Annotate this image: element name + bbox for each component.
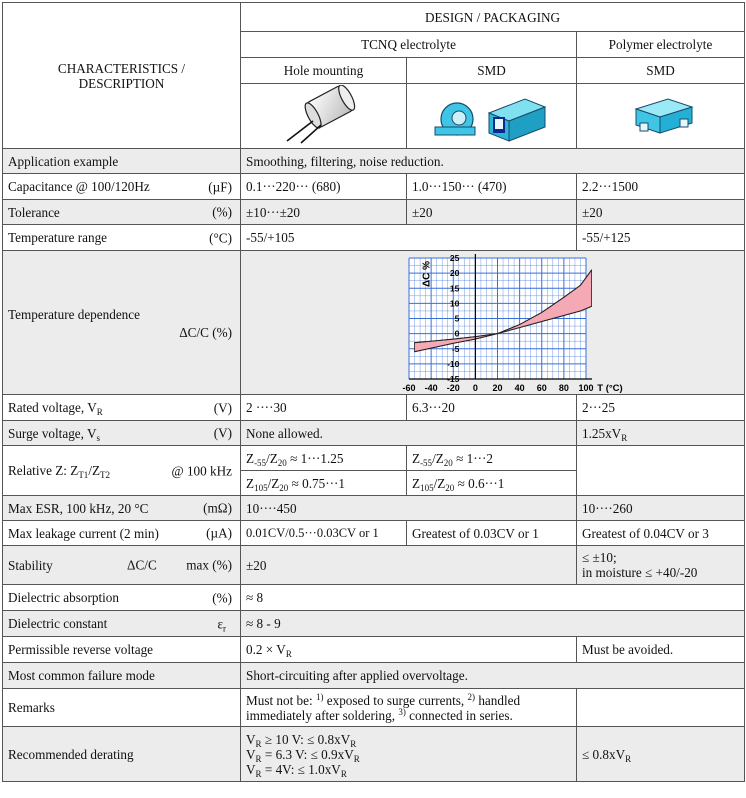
chart-y-tick-label: -5: [451, 343, 460, 354]
surge-voltage-polymer-text: 1.25xV: [582, 425, 622, 441]
chart-x-tick-label: 0: [472, 382, 478, 393]
max-esr-label-cell: [3, 496, 241, 521]
radial-capacitor-image: [279, 85, 369, 145]
remarks-polymer: [577, 689, 745, 727]
temp-dependence-chart: [241, 252, 743, 394]
rz-s1-val: ≈ 1···2: [452, 450, 493, 466]
relative-z-label: [8, 463, 110, 478]
stability-polymer-line1: ≤ ±10;: [582, 550, 617, 565]
derating-line-3: [246, 762, 571, 777]
rz-s2-s2: 20: [445, 482, 455, 493]
rated-voltage-label: [8, 400, 103, 415]
dr-l2-b: = 6.3 V: ≤ 0.9xV: [261, 746, 354, 762]
tolerance-polymer: ±20: [577, 200, 745, 225]
max-esr-tcnq: 10····450: [241, 496, 577, 521]
dr-l2-a: V: [246, 746, 256, 762]
chart-x-tick-label: 20: [492, 382, 503, 393]
surge-voltage-polymer-sub: R: [621, 432, 628, 443]
rz-h1-s1: -55: [254, 457, 267, 468]
temp-dependence-label: Temperature dependence: [8, 307, 140, 322]
chart-x-tick-label: 100: [578, 382, 594, 393]
dr-l1-b: ≥ 10 V: ≤ 0.8xV: [261, 731, 351, 747]
rz-h2-val: ≈ 0.75···1: [288, 475, 345, 491]
remarks-t4: connected in series.: [405, 707, 513, 723]
leakage-unit: (µA): [206, 525, 232, 541]
characteristics-header: CHARACTERISTICS / DESCRIPTION: [57, 60, 186, 91]
stability-polymer: [577, 546, 745, 585]
dielectric-constant-unit-text: ε: [217, 616, 223, 631]
capacitance-polymer: 2.2···1500: [577, 174, 745, 200]
temp-dependence-unit: ΔC/C (%): [179, 325, 232, 340]
leakage-smd: Greatest of 0.03CV or 1: [407, 521, 577, 546]
tolerance-label: Tolerance: [8, 204, 60, 220]
capacitance-smd: 1.0···150··· (470): [407, 174, 577, 200]
smd-polymer-header: SMD: [577, 58, 745, 84]
relative-z-label-text: Relative Z: Z: [8, 463, 79, 478]
temp-dependence-chart-cell: [241, 251, 745, 395]
capacitance-unit: (µF): [208, 179, 232, 194]
remarks-s2: 2): [467, 691, 476, 702]
rz-h1-val: ≈ 1···1.25: [286, 450, 344, 466]
dielectric-constant-unit: [217, 616, 226, 631]
rated-voltage-unit: (V): [213, 400, 232, 415]
temp-range-polymer: -55/+125: [577, 225, 745, 251]
dr-l2-s2: R: [353, 753, 360, 764]
relative-z-hole-1: [241, 446, 407, 471]
rz-s1-z: Z: [412, 450, 421, 466]
chart-y-tick-label: 25: [449, 252, 460, 263]
temp-dependence-label-cell: [3, 251, 241, 395]
smd-tcnq-capacitor-image: [427, 85, 557, 145]
leakage-polymer: Greatest of 0.04CV or 3: [577, 521, 745, 546]
relative-z-smd-2: [407, 471, 577, 496]
temp-range-tcnq: -55/+105: [241, 225, 577, 251]
surge-voltage-label-text: Surge voltage, V: [8, 425, 97, 441]
dr-l3-s: R: [255, 768, 262, 779]
relative-z-mid: /Z: [88, 463, 101, 478]
remarks-s3: 3): [398, 706, 406, 717]
derating-polymer-sub: R: [625, 753, 632, 764]
relative-z-polymer: [577, 446, 745, 496]
capacitance-label-cell: [3, 174, 241, 200]
stability-polymer-line2: in moisture ≤ +40/-20: [582, 565, 698, 580]
temp-range-label-cell: [3, 225, 241, 251]
dielectric-absorption-value: ≈ 8: [241, 585, 745, 611]
smd-tcnq-image-cell: [407, 84, 577, 149]
rz-s2-val: ≈ 0.6···1: [454, 475, 505, 491]
dielectric-absorption-label-cell: [3, 585, 241, 611]
reverse-voltage-tcnq-sub: R: [285, 649, 292, 659]
rated-voltage-label-cell: [3, 395, 241, 421]
dielectric-constant-label: Dielectric constant: [8, 616, 108, 631]
rz-s1-s2: 20: [443, 457, 453, 468]
tolerance-hole: ±10···±20: [241, 200, 407, 225]
application-value: Smoothing, filtering, noise reduction.: [241, 149, 745, 174]
surge-voltage-tcnq: None allowed.: [241, 421, 577, 446]
leakage-label: Max leakage current (2 min): [8, 525, 159, 541]
chart-x-tick-label: 60: [536, 382, 547, 393]
reverse-voltage-tcnq-text: 0.2 × V: [246, 642, 286, 657]
chart-x-tick-label: -20: [446, 382, 460, 393]
relative-z-hole-2: [241, 471, 407, 496]
chart-y-tick-label: 0: [454, 328, 460, 339]
max-esr-polymer: 10····260: [577, 496, 745, 521]
chart-x-tick-label: 80: [558, 382, 569, 393]
capacitance-hole: 0.1···220··· (680): [241, 174, 407, 200]
rz-s2-z: Z: [412, 475, 421, 491]
chart-y-tick-label: 20: [449, 267, 460, 278]
stability-label-cell: [3, 546, 241, 585]
remarks-s1: 1): [315, 691, 324, 702]
characteristics-header-cell: [3, 3, 241, 149]
tolerance-smd: ±20: [407, 200, 577, 225]
failure-mode-label: Most common failure mode: [3, 663, 241, 689]
rz-h2-mid: /Z: [267, 475, 280, 491]
dr-l2-s: R: [255, 753, 262, 764]
dr-l3-a: V: [246, 761, 256, 777]
relative-z-unit: @ 100 kHz: [171, 463, 232, 478]
smd-polymer-image-cell: [577, 84, 745, 149]
derating-line-2: [246, 747, 571, 762]
rated-voltage-smd: 6.3···20: [407, 395, 577, 421]
surge-voltage-unit: (V): [213, 425, 232, 441]
chart-y-tick-label: 10: [449, 297, 460, 308]
capacitor-comparison-table: [2, 2, 745, 782]
dielectric-absorption-label: Dielectric absorption: [8, 590, 119, 605]
derating-polymer-text: ≤ 0.8xV: [582, 746, 626, 762]
rz-h2-s1: 105: [254, 482, 268, 493]
remarks-label: Remarks: [3, 689, 241, 727]
failure-mode-value: Short-circuiting after applied overvoltage.: [241, 663, 745, 689]
chart-y-tick-label: -10: [447, 358, 460, 369]
relative-z-smd-1: [407, 446, 577, 471]
dielectric-constant-value: ≈ 8 - 9: [241, 611, 745, 637]
chart-x-tick-label: -60: [402, 382, 416, 393]
rated-voltage-label-sub: R: [96, 407, 103, 417]
max-esr-unit: (mΩ): [203, 500, 232, 516]
surge-voltage-label: [8, 426, 100, 441]
temp-range-unit: (°C): [209, 230, 232, 245]
relative-z-sub1: T1: [78, 470, 89, 480]
chart-x-tick-label: 40: [514, 382, 525, 393]
chart-y-axis-label: ΔC %: [421, 260, 433, 287]
chart-y-tick-label: -15: [447, 373, 460, 384]
temp-range-label: Temperature range: [8, 230, 108, 245]
dielectric-constant-unit-sub: r: [223, 623, 226, 633]
leakage-hole: 0.01CV/0.5···0.03CV or 1: [241, 521, 407, 546]
surge-voltage-label-cell: [3, 421, 241, 446]
rz-h1-z: Z: [246, 450, 255, 466]
remarks-value: [241, 689, 577, 727]
relative-z-label-cell: [3, 446, 241, 496]
stability-unit: max (%): [186, 557, 232, 573]
rz-s1-s1: -55: [420, 457, 433, 468]
surge-voltage-polymer: [577, 421, 745, 446]
chart-y-tick-label: 5: [454, 313, 460, 323]
dr-l1-a: V: [246, 731, 256, 747]
polymer-header: Polymer electrolyte: [577, 32, 745, 58]
rated-voltage-hole: 2 ····30: [241, 395, 407, 421]
hole-mounting-image-cell: [241, 84, 407, 149]
dielectric-absorption-unit: (%): [212, 590, 232, 605]
derating-line-1: [246, 732, 571, 747]
remarks-t2: exposed to surge currents,: [323, 692, 468, 708]
rated-voltage-polymer: 2···25: [577, 395, 745, 421]
derating-polymer: [577, 727, 745, 782]
reverse-voltage-polymer: Must be avoided.: [577, 637, 745, 663]
surge-voltage-label-sub: s: [96, 432, 101, 443]
stability-label: Stability: [8, 557, 53, 573]
dr-l3-s2: R: [340, 768, 347, 779]
rz-h2-z: Z: [246, 475, 255, 491]
rated-voltage-label-text: Rated voltage, V: [8, 400, 97, 415]
smd-polymer-capacitor-image: [606, 85, 716, 145]
tolerance-label-cell: [3, 200, 241, 225]
dr-l1-s: R: [255, 738, 262, 749]
application-label: Application example: [3, 149, 241, 174]
reverse-voltage-tcnq: [241, 637, 577, 663]
rz-s2-mid: /Z: [433, 475, 446, 491]
relative-z-sub2: T2: [100, 470, 111, 480]
stability-tcnq: ±20: [241, 546, 577, 585]
remarks-t3: handled immediately after soldering,: [246, 692, 521, 723]
leakage-label-cell: [3, 521, 241, 546]
derating-tcnq: [241, 727, 577, 782]
dr-l3-b: = 4V: ≤ 1.0xV: [261, 761, 341, 777]
rz-h2-s2: 20: [279, 482, 289, 493]
reverse-voltage-label: Permissible reverse voltage: [3, 637, 241, 663]
rz-s2-s1: 105: [420, 482, 434, 493]
dielectric-constant-label-cell: [3, 611, 241, 637]
capacitance-label: Capacitance @ 100/120Hz: [8, 179, 150, 194]
derating-label: Recommended derating: [3, 727, 241, 782]
tolerance-unit: (%): [212, 204, 232, 220]
max-esr-label: Max ESR, 100 kHz, 20 °C: [8, 500, 149, 516]
hole-mounting-header: Hole mounting: [241, 58, 407, 84]
chart-x-axis-label: T (°C): [597, 382, 623, 394]
rz-s1-mid: /Z: [432, 450, 444, 466]
stability-mid: ΔC/C: [127, 557, 157, 573]
rz-h1-mid: /Z: [266, 450, 278, 466]
remarks-t1: Must not be:: [246, 692, 316, 708]
smd-tcnq-header: SMD: [407, 58, 577, 84]
design-packaging-header: DESIGN / PACKAGING: [241, 3, 745, 32]
chart-y-tick-label: 15: [449, 282, 460, 293]
tcnq-header: TCNQ electrolyte: [241, 32, 577, 58]
chart-x-tick-label: -40: [424, 382, 438, 393]
dr-l1-s2: R: [350, 738, 357, 749]
rz-h1-s2: 20: [277, 457, 287, 468]
